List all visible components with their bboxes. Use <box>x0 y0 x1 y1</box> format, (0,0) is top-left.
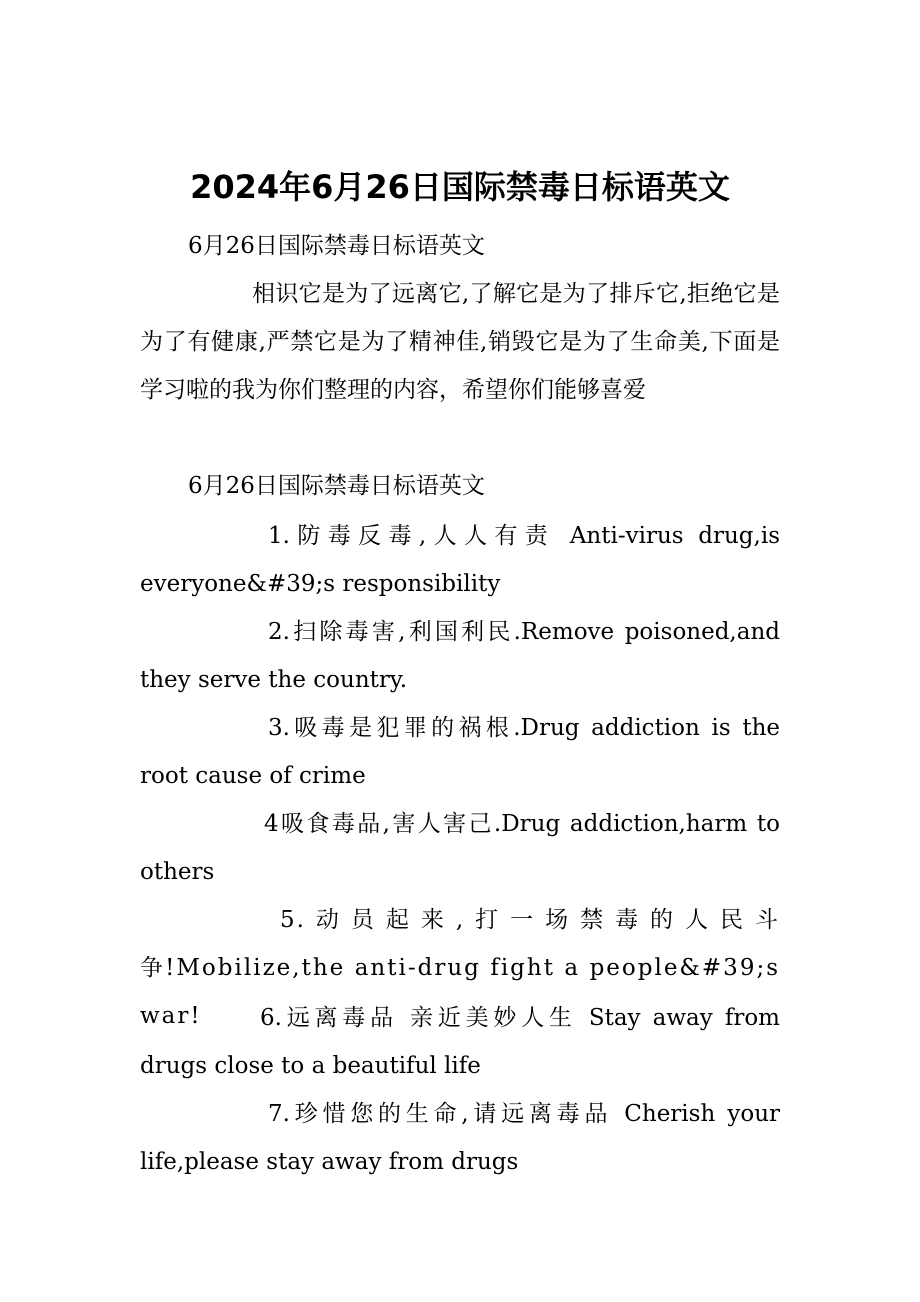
section-heading: 6月26日国际禁毒日标语英文 <box>188 233 485 259</box>
slogan-item: 1.防毒反毒,人人有责 Anti-virus drug,is everyone&#39;s responsibility <box>140 523 780 597</box>
slogan-item: 7.珍惜您的生命,请远离毒品 Cherish your life,please stay away from drugs <box>140 1101 780 1175</box>
slogan-item: 6.远离毒品 亲近美妙人生 Stay away from drugs close to a beautiful life <box>140 1005 780 1079</box>
section-heading-2: 6月26日国际禁毒日标语英文 <box>188 473 485 499</box>
slogan-item: 4吸食毒品,害人害己.Drug addiction,harm to others <box>140 811 780 885</box>
document-title: 2024年6月26日国际禁毒日标语英文 <box>190 168 730 207</box>
intro-paragraph: 相识它是为了远离它,了解它是为了排斥它,拒绝它是为了有健康,严禁它是为了精神佳,销毁它是为了生命美,下面是学习啦的我为你们整理的内容，希望你们能够喜爱 <box>140 281 780 403</box>
slogan-item: 2.扫除毒害,利国利民.Remove poisoned,and they serve the country. <box>140 619 780 693</box>
slogan-item: 5.动员起来,打一场禁毒的人民斗争!Mobilize,the anti-drug fight a people&#39;s war! <box>140 907 780 1029</box>
slogan-item: 3.吸毒是犯罪的祸根.Drug addiction is the root cause of crime <box>140 715 780 789</box>
